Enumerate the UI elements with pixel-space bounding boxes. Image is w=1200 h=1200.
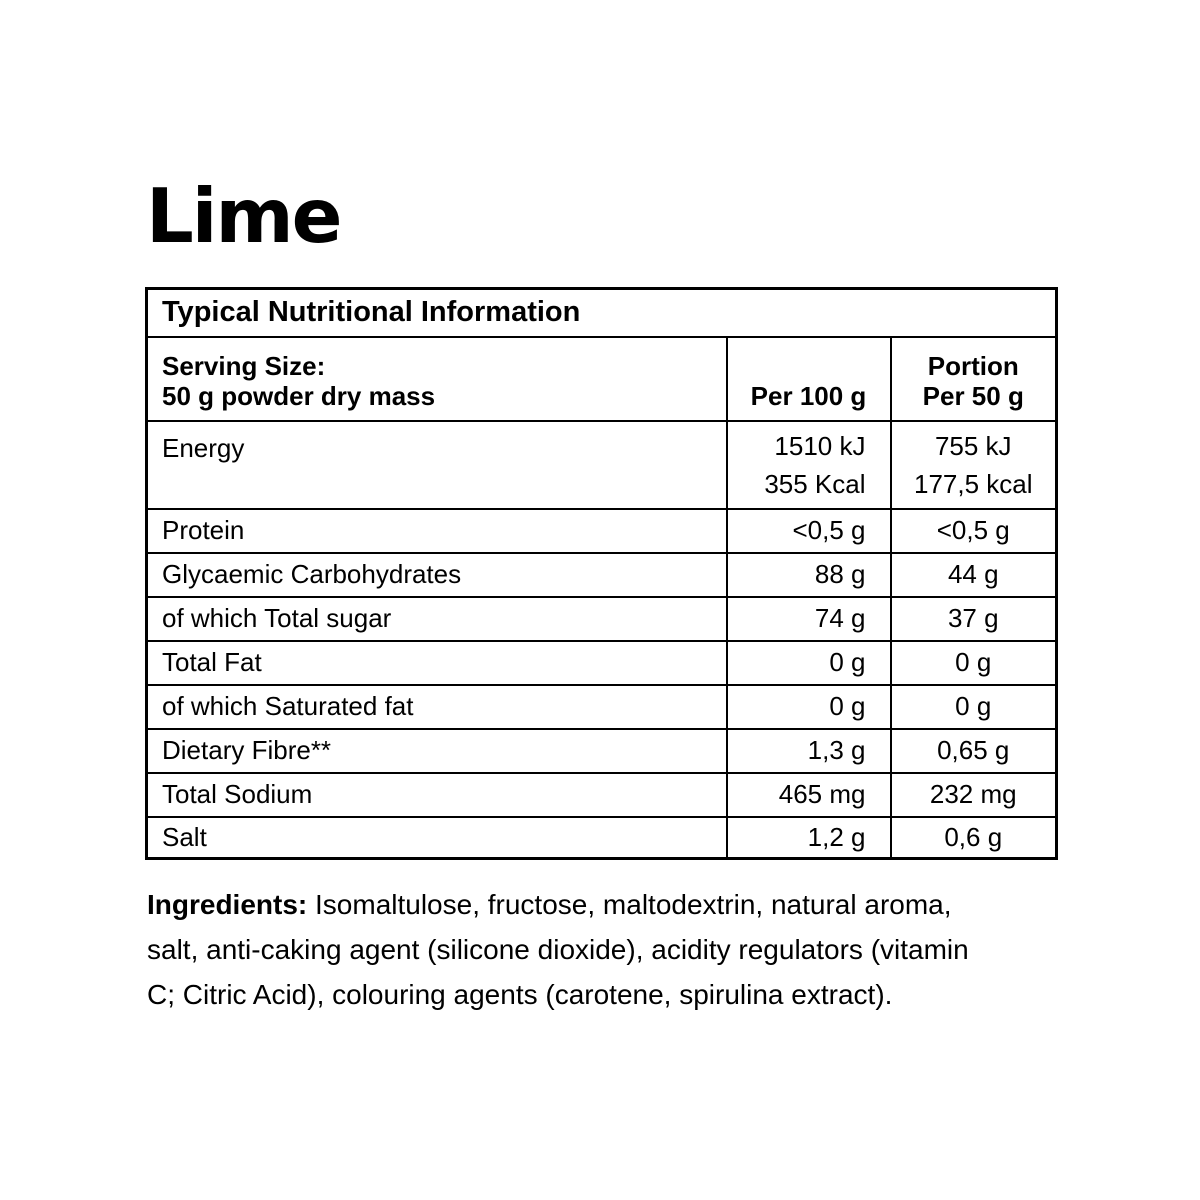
energy-kcal-per-100g: 355 Kcal [764,468,866,499]
value-per-100g: 0 g [727,641,891,685]
ingredients-text-1: Isomaltulose, fructose, maltodextrin, natural aroma, [315,889,952,920]
table-row-total-sodium [147,773,1057,817]
per-50g-header [891,337,1057,421]
energy-kj-per-100g: 1510 kJ [774,430,866,461]
value-per-100g: 1,3 g [727,729,891,773]
value-per-50g: 0,65 g [891,729,1057,773]
row-label: Total Fat [147,641,727,685]
table-title: Typical Nutritional Information [147,289,1057,337]
value-per-100g: 1,2 g [727,817,891,859]
table-row-carbohydrates [147,553,1057,597]
value-per-50g: 44 g [891,553,1057,597]
row-label: Protein [147,509,727,553]
value-per-100g: 88 g [727,553,891,597]
row-label: of which Total sugar [147,597,727,641]
table-title-row [147,289,1057,337]
value-per-50g [891,421,1057,509]
serving-size-header [147,337,727,421]
per-100g-header-label: Per 100 g [750,380,867,411]
per-100g-header [727,337,891,421]
row-label: Dietary Fibre** [147,729,727,773]
ingredients-paragraph [147,882,1087,1017]
portion-header-detail: Per 50 g [922,380,1024,411]
portion-header-label: Portion [927,350,1019,381]
value-per-50g: 37 g [891,597,1057,641]
row-label: Salt [147,817,727,859]
value-per-100g [727,421,891,509]
value-per-100g: 74 g [727,597,891,641]
ingredients-line-2: salt, anti-caking agent (silicone dioxide), acidity regulators (vitamin [147,934,969,965]
ingredients-line-1 [147,882,1087,927]
value-per-50g: 0 g [891,685,1057,729]
value-per-100g: <0,5 g [727,509,891,553]
row-label: of which Saturated fat [147,685,727,729]
energy-kj-per-50g: 755 kJ [934,430,1012,461]
serving-size-label: Serving Size: [162,350,326,381]
serving-size-detail: 50 g powder dry mass [162,380,436,411]
table-row-salt [147,817,1057,859]
table-row-saturated-fat [147,685,1057,729]
table-row-dietary-fibre [147,729,1057,773]
nutrition-table [145,287,1058,860]
table-row-total-sugar [147,597,1057,641]
ingredients-line-3: C; Citric Acid), colouring agents (carotene, spirulina extract). [147,979,893,1010]
row-label: Energy [147,421,727,509]
row-label: Glycaemic Carbohydrates [147,553,727,597]
value-per-50g: <0,5 g [891,509,1057,553]
value-per-100g: 0 g [727,685,891,729]
table-row-protein [147,509,1057,553]
value-per-50g: 0 g [891,641,1057,685]
energy-kcal-per-50g: 177,5 kcal [913,468,1033,499]
value-per-100g: 465 mg [727,773,891,817]
value-per-50g: 232 mg [891,773,1057,817]
value-per-50g: 0,6 g [891,817,1057,859]
table-row-energy [147,421,1057,509]
row-label: Total Sodium [147,773,727,817]
table-row-total-fat [147,641,1057,685]
ingredients-label: Ingredients: [147,889,308,920]
table-header-row [147,337,1057,421]
page-title: Lime [146,172,341,260]
